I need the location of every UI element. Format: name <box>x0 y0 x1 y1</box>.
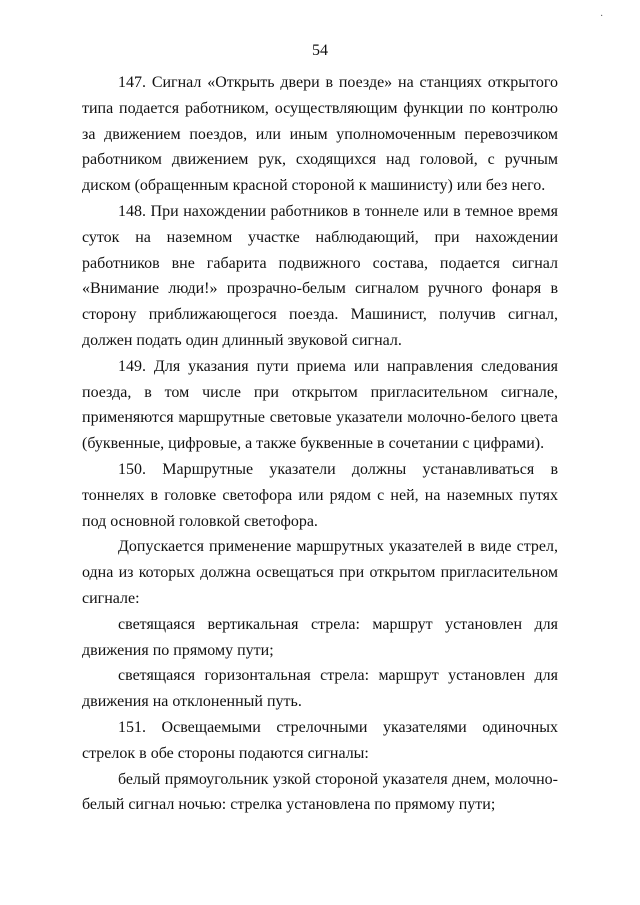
paragraph-horizontal-arrow: светящаяся горизонтальная стрела: маршрут установлен для движения на отклоненный путь. <box>82 667 558 711</box>
paragraph-white-rectangle: белый прямоугольник узкой стороной указателя днем, молочно-белый сигнал ночью: стрелка установлена по прямому пути; <box>82 770 558 814</box>
paragraph-vertical-arrow: светящаяся вертикальная стрела: маршрут установлен для движения по прямому пути; <box>82 615 558 659</box>
document-body <box>82 70 558 818</box>
page-number: 54 <box>312 42 328 59</box>
paragraph-151: 151. Освещаемыми стрелочными указателями одиночных стрелок в обе стороны подаются сигналы: <box>82 718 558 762</box>
scan-mark: · <box>600 11 604 22</box>
paragraph-147: 147. Сигнал «Открыть двери в поезде» на станциях открытого типа подается работником, осуществляющим функции по контролю за движением поездов, или иным уполномоченным перевозчиком работником движением рук, сходящихся над головой, с ручным диском (обращенным красной стороной к машинисту) или без него. <box>82 74 558 195</box>
paragraph-150: 150. Маршрутные указатели должны устанавливаться в тоннелях в головке светофора или рядом с ней, на наземных путях под основной головкой светофора. <box>82 460 558 530</box>
paragraph-arrows-intro: Допускается применение маршрутных указателей в виде стрел, одна из которых должна освещаться при открытом пригласительном сигнале: <box>82 538 558 607</box>
paragraph-149: 149. Для указания пути приема или направления следования поезда, в том числе при открытом пригласительном сигнале, применяются маршрутные световые указатели молочно-белого цвета (буквенные, цифровые, а также буквенные в сочетании с цифрами). <box>82 357 558 453</box>
paragraph-148: 148. При нахождении работников в тоннеле или в темное время суток на наземном участке наблюдающий, при нахождении работников вне габарита подвижного состава, подается сигнал «Внимание люди!» прозрачно-белым сигналом ручного фонаря в сторону приближающегося поезда. Машинист, получив сигнал, должен подать один длинный звуковой сигнал. <box>82 202 558 349</box>
